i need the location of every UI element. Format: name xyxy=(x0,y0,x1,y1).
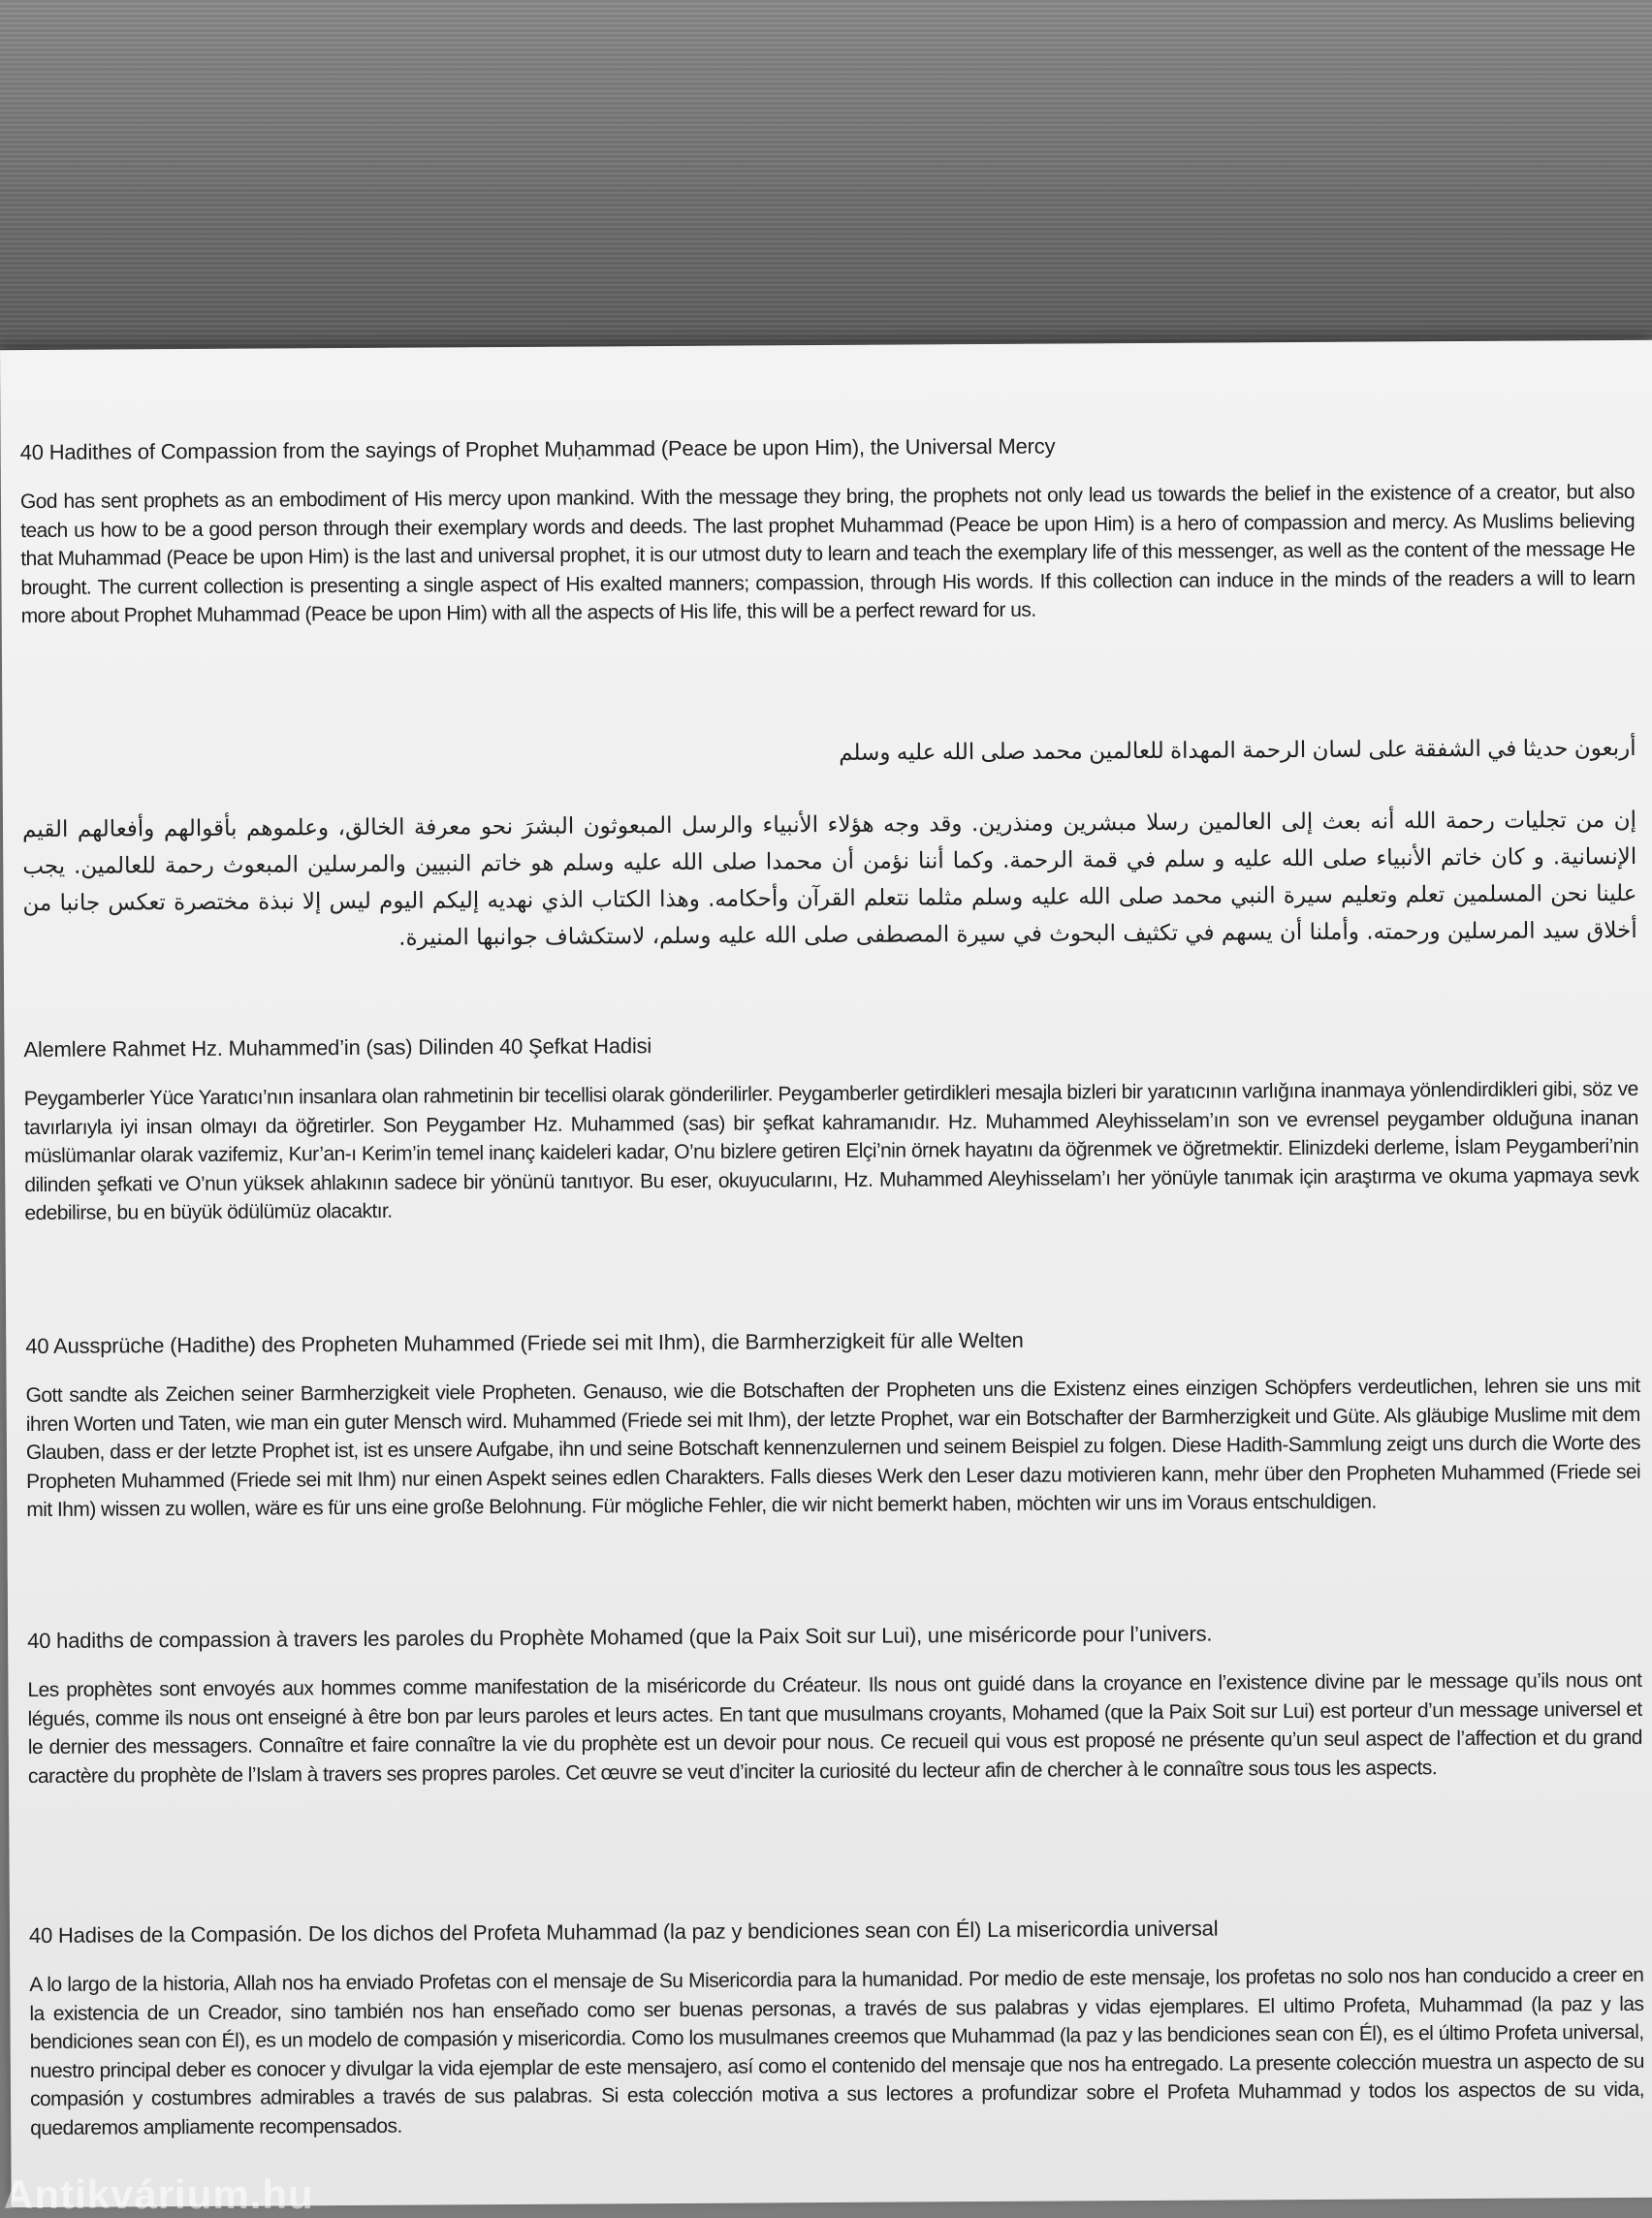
section-heading: 40 Aussprüche (Hadithe) des Propheten Muhammed (Friede sei mit Ihm), die Barmherzigkeit für alle Welten xyxy=(25,1327,1024,1359)
section-heading: 40 Hadises de la Compasión. De los dichos del Profeta Muhammad (la paz y bendiciones sean con Él) La misericordia universal xyxy=(28,1916,1219,1949)
section-german xyxy=(25,1323,1640,1525)
section-french xyxy=(27,1618,1642,1790)
section-body: Gott sandte als Zeichen seiner Barmherzigkeit viele Propheten. Genauso, wie die Botschaften der Propheten uns die Existenz eines einzigen Schöpfers verdeutlichen, lehren sie uns mit ihren Worten und Taten, wie man ein guter Mensch wird. Muhammed (Friede sei mit Ihm), der letzte Prophet, war ein Botschafter der Barmherzigkeit und Güte. Als gläubige Muslime mit dem Glauben, dass er der letzte Prophet ist, ist es unsere Aufgabe, ihn und seine Botschaft kennenzulernen und seinem Beispiel zu folgen. Diese Hadith-Sammlung zeigt uns durch die Worte des Propheten Muhammed (Friede sei mit Ihm) nur einen Aspekt seines edlen Charakters. Falls dieses Werk den Leser dazu motivieren kann, mehr über den Propheten Muhammed (Friede sei mit Ihm) wissen zu wollen, wäre es für uns eine große Belohnung. Für mögliche Fehler, die wir nicht bemerkt haben, möchten wir uns im Voraus entschuldigen. xyxy=(25,1374,1641,1522)
section-body: God has sent prophets as an embodiment of His mercy upon mankind. With the message they bring, the prophets not only lead us towards the belief in the existence of a creator, but also teach us how to be a good person through their exemplary words and deeds. The last prophet Muhammad (Peace be upon Him) is a hero of compassion and mercy. As Muslims believing that Muhammad (Peace be upon Him) is the last and universal prophet, it is our utmost duty to learn and teach the exemplary life of this messenger, as well as the content of the message He brought. The current collection is presenting a single aspect of His exalted manners; compassion, through His words. If this collection can induce in the minds of the readers a will to learn more about Prophet Muhammad (Peace be upon Him) with all the aspects of His life, this will be a perfect reward for us. xyxy=(19,480,1636,628)
section-arabic xyxy=(21,732,1636,959)
section-heading: 40 Hadithes of Compassion from the sayings of Prophet Muḥammad (Peace be upon Him), the Universal Mercy xyxy=(19,433,1056,465)
section-heading: Alemlere Rahmet Hz. Muhammed’in (sas) Dilinden 40 Şefkat Hadisi xyxy=(23,1033,652,1062)
printed-page xyxy=(0,340,1652,2207)
section-turkish xyxy=(23,1027,1638,1228)
background-surface xyxy=(0,0,1652,368)
section-body: إن من تجليات رحمة الله أنه بعث إلى العالمين رسلا مبشرين ومنذرين. وقد وجه هؤلاء الأنبياء والرسل المبعوثون البشرَ نحو معرفة الخالق، وعلموهم بأقوالهم وأفعالهم القيم الإنسانية. و كان خاتم الأنبياء صلى الله عليه و سلم في قمة الرحمة. وكما أننا نؤمن أن محمدا صلى الله عليه وسلم هو خاتم النبيين والمرسلين المبعوث رحمة للعالمين. يجب علينا نحن المسلمين تعلم وتعليم سيرة النبي محمد صلى الله عليه وسلم مثلما نتعلم القرآن وأحكامه. وهذا الكتاب الذي نهديه إليكم اليوم ليس إلا نبذة مختصرة تعكس جانبا من أخلاق سيد المرسلين ورحمته. وأملنا أن يسهم في تكثيف البحوث في سيرة المصطفى صلى الله عليه وسلم، لاستكشاف جوانبها المنيرة. xyxy=(21,807,1637,951)
section-body: Peygamberler Yüce Yaratıcı’nın insanlara olan rahmetinin bir tecellisi olarak gönderilirler. Peygamberler getirdikleri mesajla bizleri bir yaratıcının varlığına inanmaya yönlendirdikleri gibi, söz ve tavırlarıyla iyi insan olmayı da öğretirler. Son Peygamber Hz. Muhammed (sas) bir şefkat kahramanıdır. Hz. Muhammed Aleyhisselam’ın son ve evrensel peygamber olduğuna inanan müslümanlar olarak vazifemiz, Kur’an-ı Kerim’in temel inanç kaideleri kadar, O’nu bizlere getiren Elçi’nin örnek hayatını da öğrenmek ve öğretmektir. Elinizdeki derleme, İslam Peygamberi’nin dilinden şefkati ve O’nun yüksek ahlakının sadece bir yönünü tanıtıyor. Bu eser, okuyucularını, Hz. Muhammed Aleyhisselam’ı her yönüyle tanımak için araştırma ve okuma yapmaya sevk edebilirse, bu en büyük ödülümüz olacaktır. xyxy=(23,1077,1639,1225)
section-body: Les prophètes sont envoyés aux hommes comme manifestation de la miséricorde du Créateur. Ils nous ont guidé dans la croyance en l’existence divine par le message qu’ils nous ont légués, comme ils nous ont enseigné à être bon par leurs paroles et leurs actes. En tant que musulmans croyants, Mohamed (que la Paix Soit sur Lui) est porteur d’un message universel et le dernier des messagers. Connaître et faire connaître la vie du prophète est un devoir pour nous. Ce recueil qui vous est proposé ne présente qu’un seul aspect de l’affection et du grand caractère du prophète de l’Islam à travers ses propres paroles. Cet œuvre se veut d’inciter la curiosité du lecteur afin de chercher à le connaître sous tous les aspects. xyxy=(27,1668,1642,1788)
section-heading: 40 hadiths de compassion à travers les paroles du Prophète Mohamed (que la Paix Soit sur Lui), une miséricorde pour l’univers. xyxy=(27,1621,1213,1654)
section-heading: أربعون حديثا في الشفقة على لسان الرحمة المهداة للعالمين محمد صلى الله عليه وسلم xyxy=(839,734,1636,765)
section-spanish xyxy=(29,1913,1644,2142)
section-english xyxy=(20,429,1636,631)
watermark: Antikvárium.hu xyxy=(4,2171,314,2217)
section-body: A lo largo de la historia, Allah nos ha enviado Profetas con el mensaje de Su Misericordia para la humanidad. Por medio de este mensaje, los profetas no solo nos han conducido a creer en la existencia de un Creador, sino también nos han enseñado como ser buenas personas, a través de sus palabras y vidas ejemplares. El ultimo Profeta, Muhammad (la paz y las bendiciones sean con Él), es un modelo de compasión y misericordia. Como los musulmanes creemos que Muhammad (la paz y las bendiciones sean con Él), es el último Profeta universal, nuestro principal deber es conocer y divulgar la vida ejemplar de este mensajero, así como el contenido del mensaje que nos ha entregado. La presente colección muestra un aspecto de su compasión y costumbres admirables a través de sus palabras. Si esta colección motiva a sus lectores a profundizar sobre el Profeta Muhammad y todos los aspectos de su vida, quedaremos ampliamente recompensados. xyxy=(29,1963,1645,2139)
